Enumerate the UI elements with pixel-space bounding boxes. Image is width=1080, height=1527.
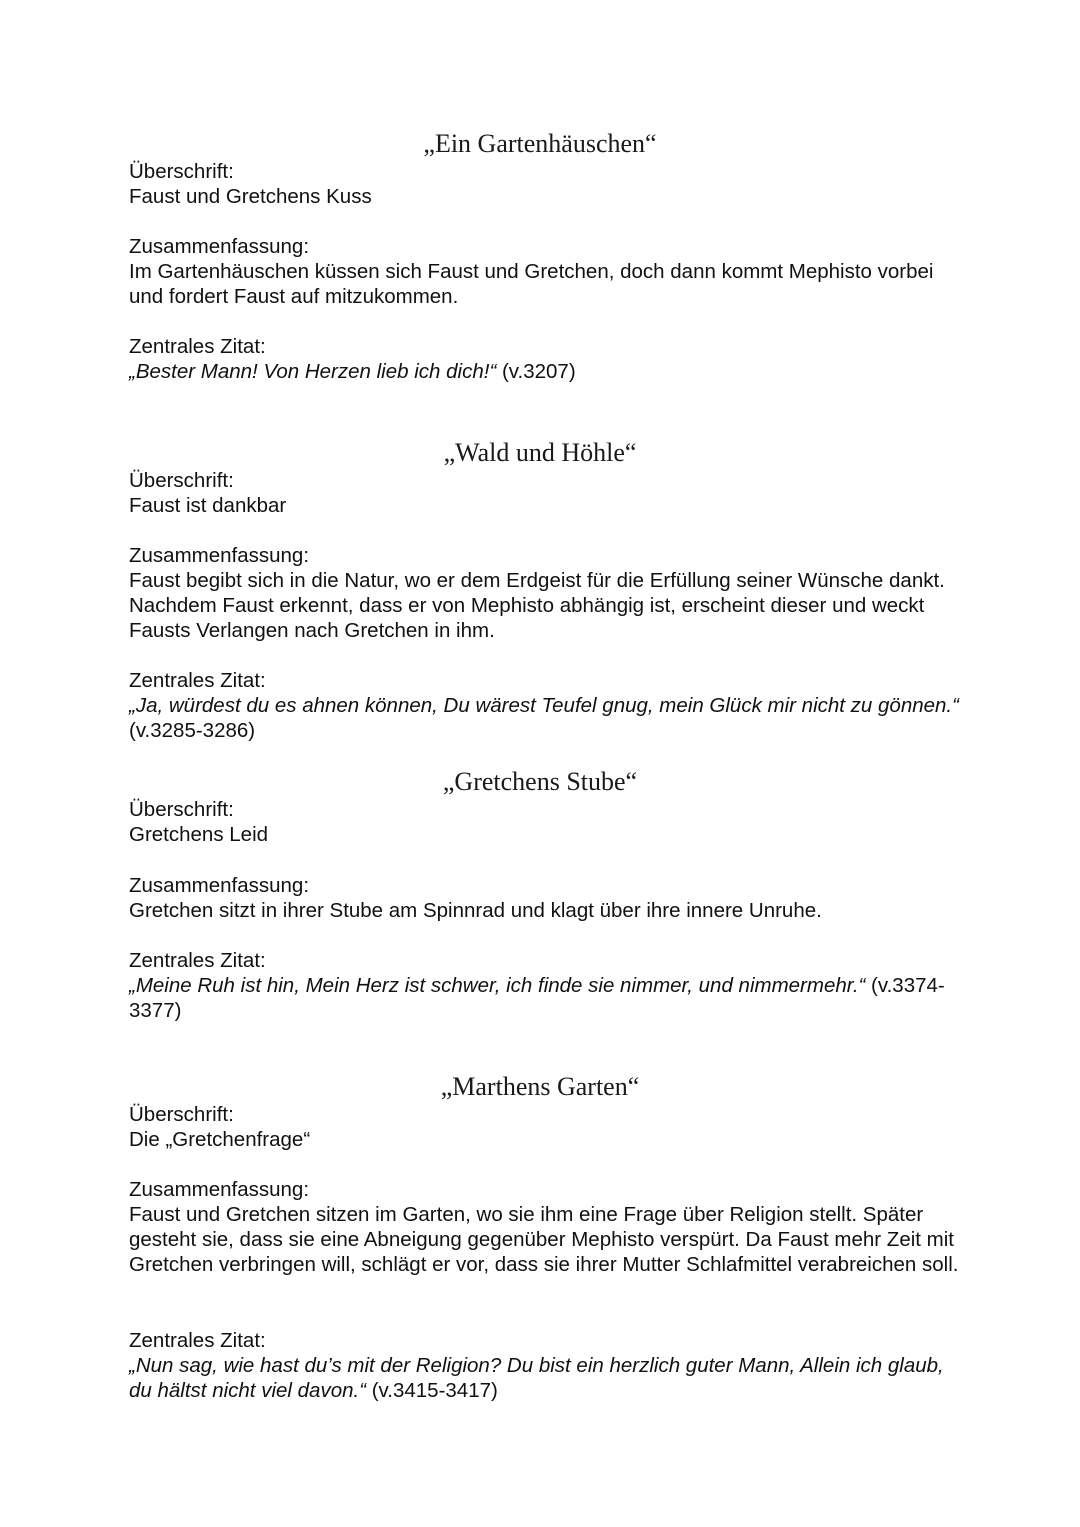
- summary-block: [129, 1177, 959, 1277]
- heading-block: [129, 159, 959, 209]
- heading-label: Überschrift:: [129, 1103, 234, 1126]
- quote-italic: „Nun sag, wie hast du’s mit der Religion? Du bist ein herzlich guter Mann, Allein ich glaub, du hältst nicht viel davon.“: [129, 1354, 944, 1402]
- heading-block: [129, 468, 959, 518]
- verse-reference: (v.3285-3286): [129, 719, 256, 742]
- quote-block: [129, 668, 959, 743]
- heading-text: Gretchens Leid: [129, 823, 269, 846]
- summary-label: Zusammenfassung:: [129, 235, 310, 258]
- quote-label: Zentrales Zitat:: [129, 949, 266, 972]
- summary-block: [129, 234, 959, 309]
- quote-italic: „Meine Ruh ist hin, Mein Herz ist schwer, ich finde sie nimmer, und nimmermehr.“: [129, 974, 866, 997]
- quote-label: Zentrales Zitat:: [129, 335, 266, 358]
- quote-block: [129, 334, 959, 384]
- heading-label: Überschrift:: [129, 469, 234, 492]
- summary-label: Zusammenfassung:: [129, 1178, 310, 1201]
- summary-text: Faust begibt sich in die Natur, wo er dem Erdgeist für die Erfüllung seiner Wünsche dankt. Nachdem Faust erkennt, dass er von Mephisto abhängig ist, erscheint dieser und weckt Fausts Verlangen nach Gretchen in ihm.: [129, 569, 945, 642]
- quote-text: [129, 693, 959, 743]
- verse-reference: (v.3207): [496, 360, 576, 383]
- section-title: „Wald und Höhle“: [443, 438, 637, 467]
- summary-text: Im Gartenhäuschen küssen sich Faust und Gretchen, doch dann kommt Mephisto vorbei und fordert Faust auf mitzukommen.: [129, 260, 934, 308]
- verse-reference: (v.3415-3417): [366, 1379, 498, 1402]
- summary-block: [129, 543, 959, 643]
- heading-label: Überschrift:: [129, 798, 234, 821]
- summary-text: Gretchen sitzt in ihrer Stube am Spinnrad und klagt über ihre innere Unruhe.: [129, 899, 822, 922]
- section-title: „Ein Gartenhäuschen“: [423, 129, 657, 158]
- quote-label: Zentrales Zitat:: [129, 1329, 266, 1352]
- quote-italic: „Ja, würdest du es ahnen können, Du wärest Teufel gnug, mein Glück mir nicht zu gönnen.“: [129, 694, 959, 717]
- heading-label: Überschrift:: [129, 160, 234, 183]
- summary-label: Zusammenfassung:: [129, 544, 310, 567]
- summary-block: [129, 873, 959, 923]
- heading-text: Die „Gretchenfrage“: [129, 1128, 311, 1151]
- heading-text: Faust ist dankbar: [129, 494, 287, 517]
- quote-text: [129, 973, 959, 1023]
- heading-block: [129, 797, 959, 847]
- quote-text: [129, 359, 959, 384]
- summary-label: Zusammenfassung:: [129, 874, 310, 897]
- section-title: „Gretchens Stube“: [442, 767, 638, 796]
- heading-block: [129, 1102, 959, 1152]
- verse-reference: (v.3374-3377): [129, 974, 945, 1022]
- section-title: „Marthens Garten“: [440, 1072, 640, 1101]
- quote-block: [129, 1328, 959, 1403]
- quote-block: [129, 948, 959, 1023]
- quote-label: Zentrales Zitat:: [129, 669, 266, 692]
- quote-text: [129, 1353, 959, 1403]
- quote-italic: „Bester Mann! Von Herzen lieb ich dich!“: [129, 360, 497, 383]
- heading-text: Faust und Gretchens Kuss: [129, 185, 372, 208]
- summary-text: Faust und Gretchen sitzen im Garten, wo sie ihm eine Frage über Religion stellt. Später gesteht sie, dass sie eine Abneigung gegenüber Mephisto verspürt. Da Faust mehr Zeit mit Gretchen verbringen will, schlägt er vor, dass sie ihrer Mutter Schlafmittel verabreichen soll.: [129, 1203, 959, 1276]
